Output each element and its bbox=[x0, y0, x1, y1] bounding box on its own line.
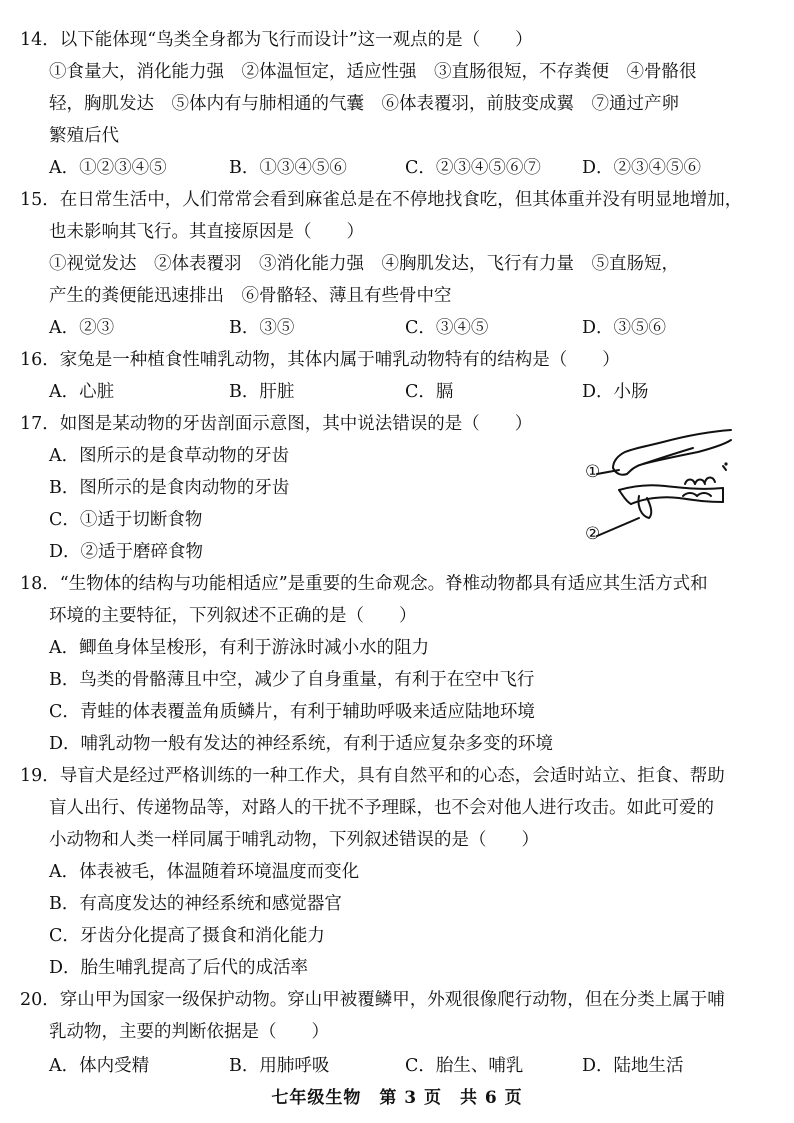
q18-option-a: A．鲫鱼身体呈梭形，有利于游泳时减小水的阻力 bbox=[49, 638, 430, 658]
q19-option-a: A．体表被毛，体温随着环境温度而变化 bbox=[49, 862, 360, 882]
q14-statements-1: ①食量大，消化能力强 ②体温恒定，适应性强 ③直肠很短，不存粪便 ④骨骼很 bbox=[49, 62, 697, 82]
q16-option-b: B．肝脏 bbox=[229, 382, 295, 402]
q17-option-a: A．图所示的是食草动物的牙齿 bbox=[49, 446, 290, 466]
q15-option-c: C．③④⑤ bbox=[405, 318, 489, 338]
q20-option-d: D．陆地生活 bbox=[582, 1056, 684, 1076]
q16-option-d: D．小肠 bbox=[582, 382, 649, 402]
q14-statements-3: 繁殖后代 bbox=[49, 126, 119, 146]
q15-option-a: A．②③ bbox=[49, 318, 115, 338]
q19-stem-1: 19．导盲犬是经过严格训练的一种工作犬，具有自然平和的心态，会适时站立、拒食、帮助 bbox=[20, 766, 725, 786]
q14-option-b: B．①③④⑤⑥ bbox=[229, 158, 347, 178]
tooth-section-figure bbox=[583, 426, 735, 550]
q17-stem: 17．如图是某动物的牙齿剖面示意图，其中说法错误的是（ ） bbox=[20, 414, 533, 434]
skull-sketch bbox=[583, 426, 735, 550]
q15-statements-1: ①视觉发达 ②体表覆羽 ③消化能力强 ④胸肌发达，飞行有力量 ⑤直肠短， bbox=[49, 254, 679, 274]
q18-option-b: B．鸟类的骨骼薄且中空，减少了自身重量，有利于在空中飞行 bbox=[49, 670, 535, 690]
q16-option-a: A．心脏 bbox=[49, 382, 115, 402]
q19-stem-2: 盲人出行、传递物品等，对路人的干扰不予理睬，也不会对他人进行攻击。如此可爱的 bbox=[49, 798, 714, 818]
q16-stem: 16．家兔是一种植食性哺乳动物，其体内属于哺乳动物特有的结构是（ ） bbox=[20, 350, 620, 370]
q19-option-d: D．胎生哺乳提高了后代的成活率 bbox=[49, 958, 309, 978]
q19-option-b: B．有高度发达的神经系统和感觉器官 bbox=[49, 894, 342, 914]
q15-option-d: D．③⑤⑥ bbox=[582, 318, 667, 338]
q15-stem-1: 15．在日常生活中，人们常常会看到麻雀总是在不停地找食吃，但其体重并没有明显地增加， bbox=[20, 190, 743, 210]
q14-option-a: A．①②③④⑤ bbox=[49, 158, 167, 178]
q18-stem-2: 环境的主要特征，下列叙述不正确的是（ ） bbox=[49, 606, 417, 626]
page-footer: 七年级生物 第 3 页 共 6 页 bbox=[271, 1088, 523, 1108]
q15-statements-2: 产生的粪便能迅速排出 ⑥骨骼轻、薄且有些骨中空 bbox=[49, 286, 452, 306]
q18-option-c: C．青蛙的体表覆盖角质鳞片，有利于辅助呼吸来适应陆地环境 bbox=[49, 702, 535, 722]
q20-option-c: C．胎生、哺乳 bbox=[405, 1056, 524, 1076]
q20-stem-2: 乳动物，主要的判断依据是（ ） bbox=[49, 1022, 329, 1042]
q15-option-b: B．③⑤ bbox=[229, 318, 295, 338]
q17-option-c: C．①适于切断食物 bbox=[49, 510, 203, 530]
q20-option-b: B．用肺呼吸 bbox=[229, 1056, 330, 1076]
q14-stem: 14．以下能体现“鸟类全身都为飞行而设计”这一观点的是（ ） bbox=[20, 30, 533, 50]
q18-option-d: D．哺乳动物一般有发达的神经系统，有利于适应复杂多变的环境 bbox=[49, 734, 554, 754]
q19-option-c: C．牙齿分化提高了摄食和消化能力 bbox=[49, 926, 325, 946]
q17-option-d: D．②适于磨碎食物 bbox=[49, 542, 204, 562]
q20-option-a: A．体内受精 bbox=[49, 1056, 150, 1076]
figure-label-2: ② bbox=[585, 524, 601, 544]
q14-option-d: D．②③④⑤⑥ bbox=[582, 158, 702, 178]
q16-option-c: C．膈 bbox=[405, 382, 454, 402]
q20-stem-1: 20．穿山甲为国家一级保护动物。穿山甲被覆鳞甲，外观很像爬行动物，但在分类上属于哺 bbox=[20, 990, 725, 1010]
q17-option-b: B．图所示的是食肉动物的牙齿 bbox=[49, 478, 290, 498]
q19-stem-3: 小动物和人类一样同属于哺乳动物，下列叙述错误的是（ ） bbox=[49, 830, 539, 850]
q14-option-c: C．②③④⑤⑥⑦ bbox=[405, 158, 541, 178]
q14-statements-2: 轻，胸肌发达 ⑤体内有与肺相通的气囊 ⑥体表覆羽，前肢变成翼 ⑦通过产卵 bbox=[49, 94, 679, 114]
figure-label-1: ① bbox=[585, 462, 601, 482]
q18-stem-1: 18．“生物体的结构与功能相适应”是重要的生命观念。脊椎动物都具有适应其生活方式和 bbox=[20, 574, 708, 594]
q15-stem-2: 也未影响其飞行。其直接原因是（ ） bbox=[49, 222, 364, 242]
